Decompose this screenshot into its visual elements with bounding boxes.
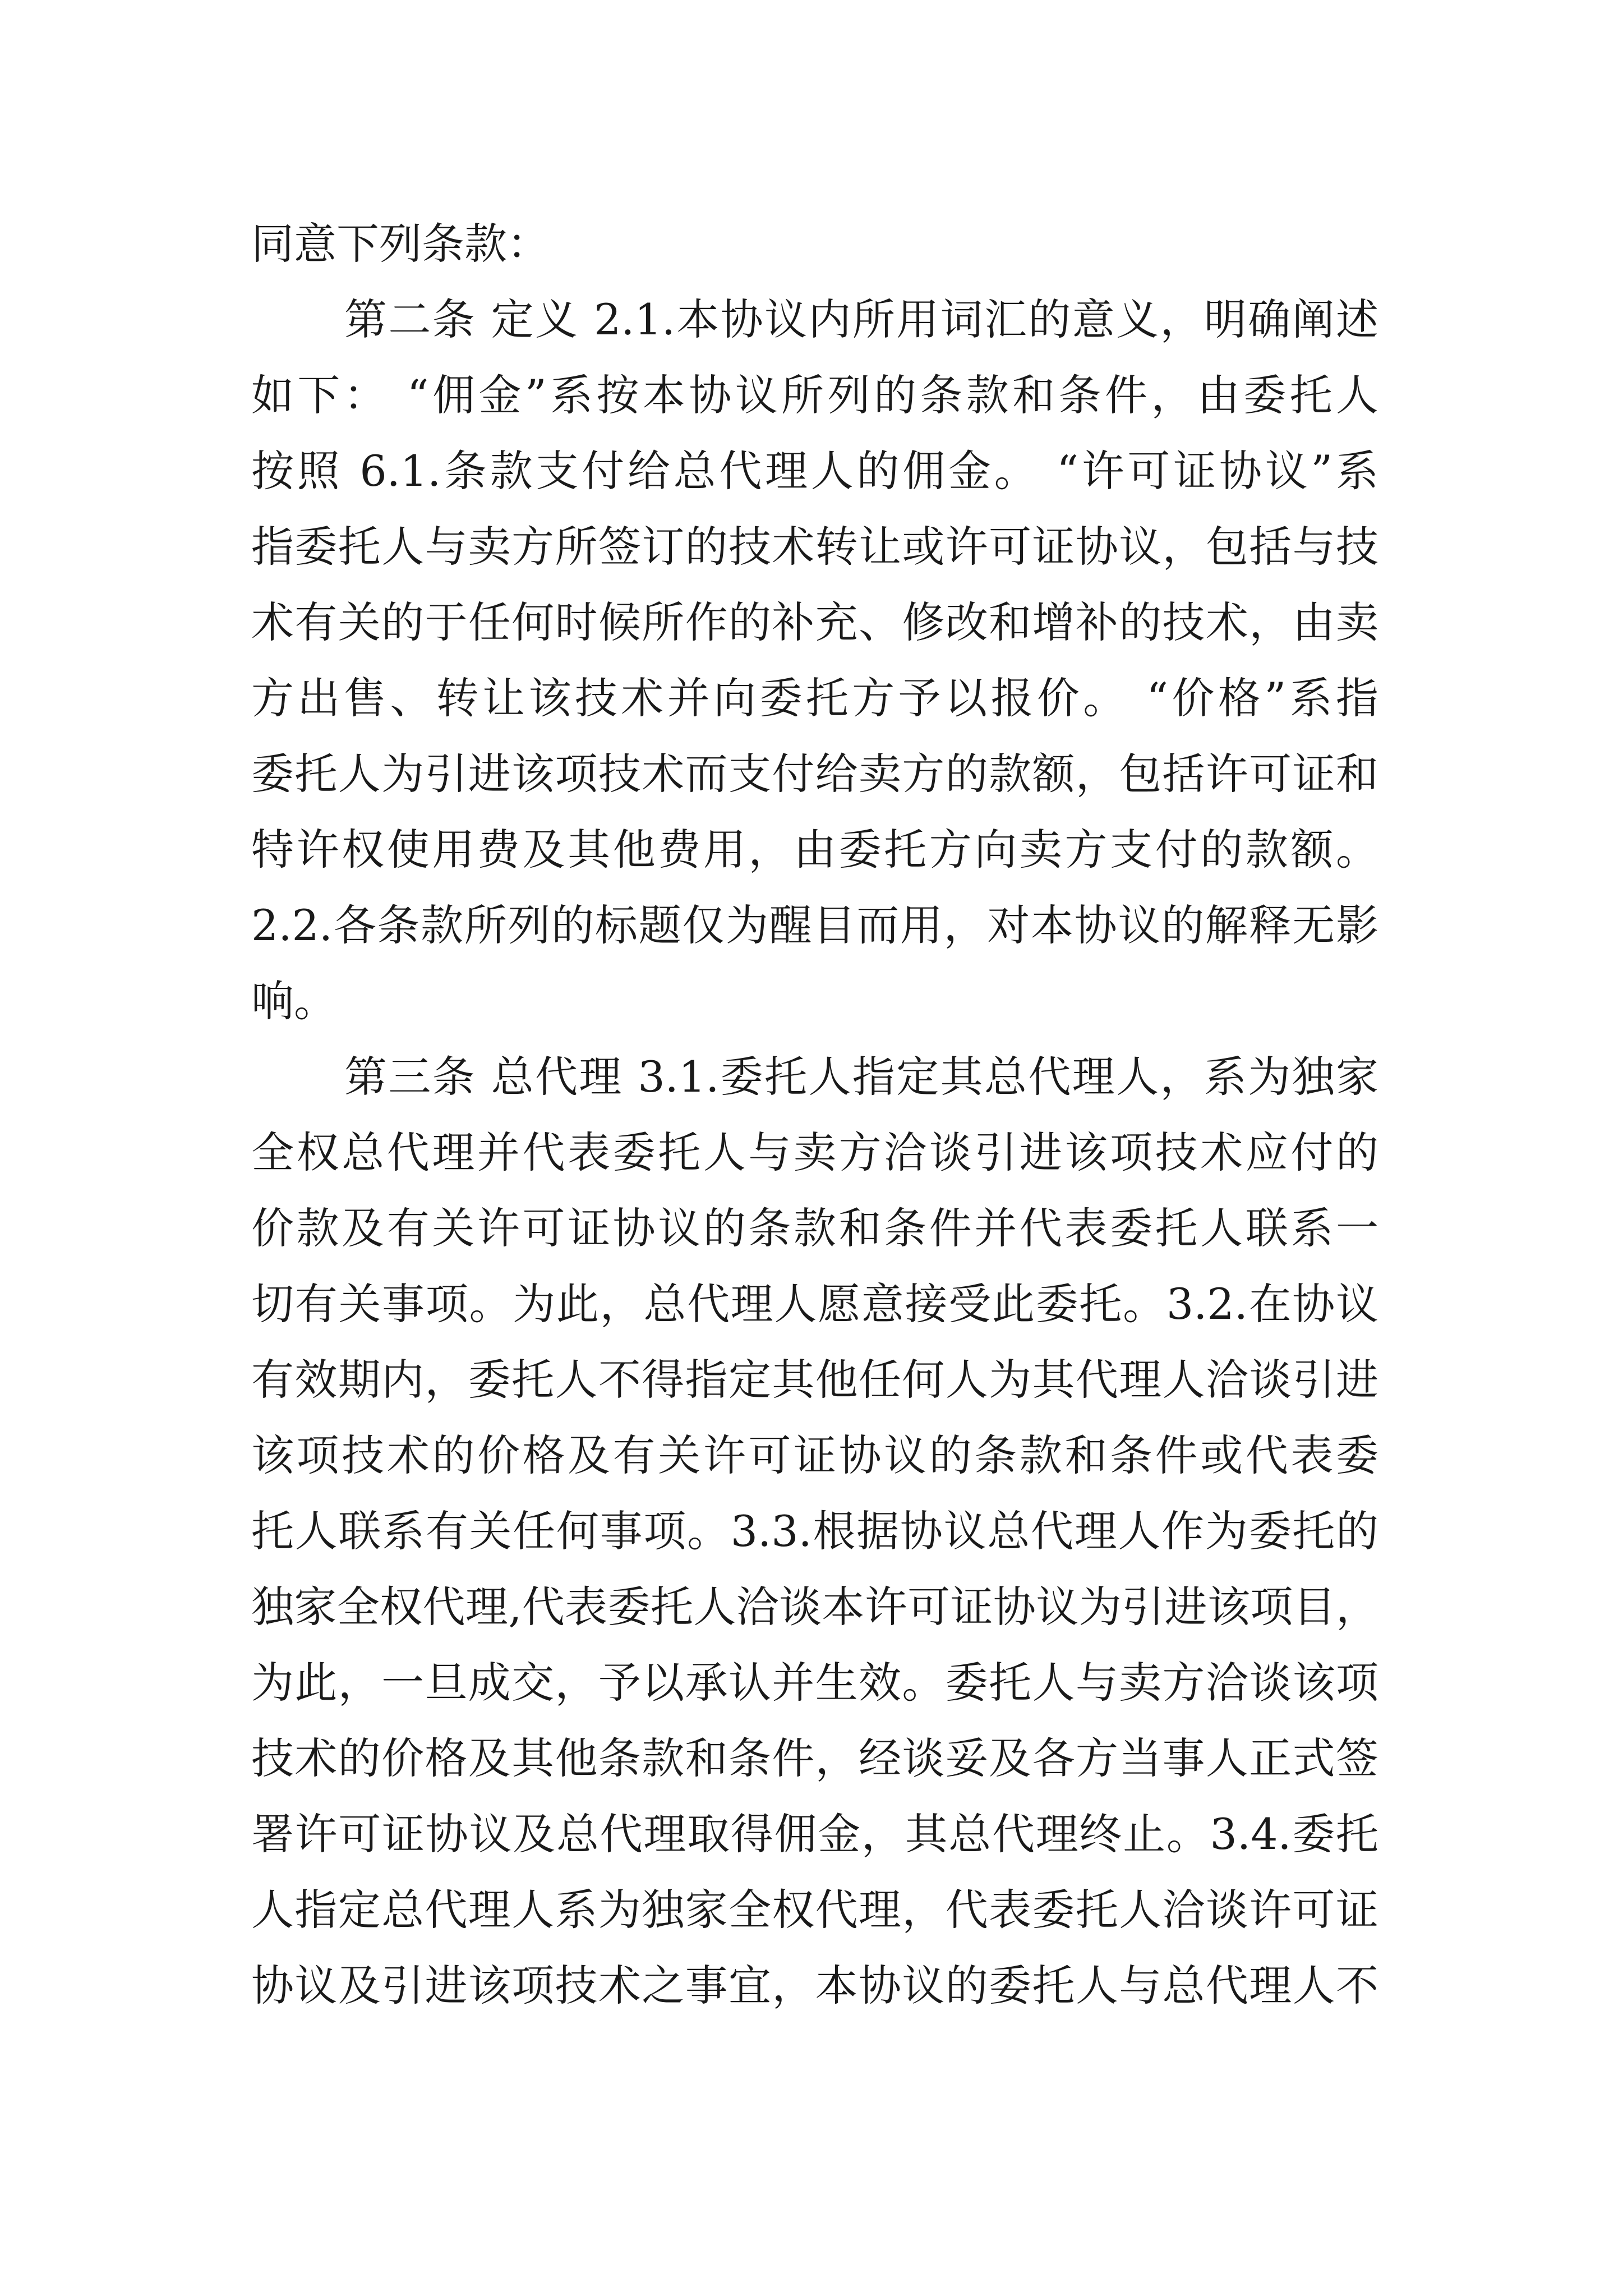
text-line-article-2-heading: 第二条 定义 2.1.本协议内所用词汇的意义，明确阐述 — [344, 295, 1378, 344]
text-line: 委托人为引进该项技术而支付给卖方的款额，包括许可证和 — [251, 749, 1378, 799]
text-line: 同意下列条款： — [251, 219, 550, 269]
text-line: 署许可证协议及总代理取得佣金，其总代理终止。3.4.委托 — [251, 1809, 1378, 1859]
text-line: 切有关事项。为此，总代理人愿意接受此委托。3.2.在协议 — [251, 1279, 1378, 1329]
text-line: 2.2.各条款所列的标题仅为醒目而用，对本协议的解释无影 — [251, 900, 1378, 950]
text-line: 特许权使用费及其他费用，由委托方向卖方支付的款额。 — [251, 825, 1378, 875]
text-line: 价款及有关许可证协议的条款和条件并代表委托人联系一 — [251, 1203, 1378, 1253]
text-line: 方出售、转让该技术并向委托方予以报价。 “价格”系指 — [251, 673, 1378, 723]
text-line: 术有关的于任何时候所作的补充、修改和增补的技术，由卖 — [251, 597, 1378, 647]
text-line: 独家全权代理,代表委托人洽谈本许可证协议为引进该项目， — [251, 1582, 1378, 1632]
text-line: 按照 6.1.条款支付给总代理人的佣金。 “许可证协议”系 — [251, 446, 1378, 496]
text-line: 人指定总代理人系为独家全权代理，代表委托人洽谈许可证 — [251, 1885, 1378, 1935]
text-line: 指委托人与卖方所签订的技术转让或许可证协议，包括与技 — [251, 522, 1378, 572]
text-line: 有效期内，委托人不得指定其他任何人为其代理人洽谈引进 — [251, 1355, 1378, 1405]
text-line: 该项技术的价格及有关许可证协议的条款和条件或代表委 — [251, 1430, 1378, 1480]
text-line: 如下： “佣金”系按本协议所列的条款和条件，由委托人 — [251, 370, 1378, 420]
text-line: 全权总代理并代表委托人与卖方洽谈引进该项技术应付的 — [251, 1128, 1378, 1177]
text-line: 协议及引进该项技术之事宜，本协议的委托人与总代理人不 — [251, 1961, 1378, 2010]
text-line: 技术的价格及其他条款和条件，经谈妥及各方当事人正式签 — [251, 1733, 1378, 1783]
text-line: 托人联系有关任何事项。3.3.根据协议总代理人作为委托的 — [251, 1506, 1378, 1556]
text-line-article-3-heading: 第三条 总代理 3.1.委托人指定其总代理人，系为独家 — [344, 1052, 1378, 1102]
text-line: 响。 — [251, 976, 336, 1026]
text-line: 为此，一旦成交，予以承认并生效。委托人与卖方洽谈该项 — [251, 1658, 1378, 1708]
